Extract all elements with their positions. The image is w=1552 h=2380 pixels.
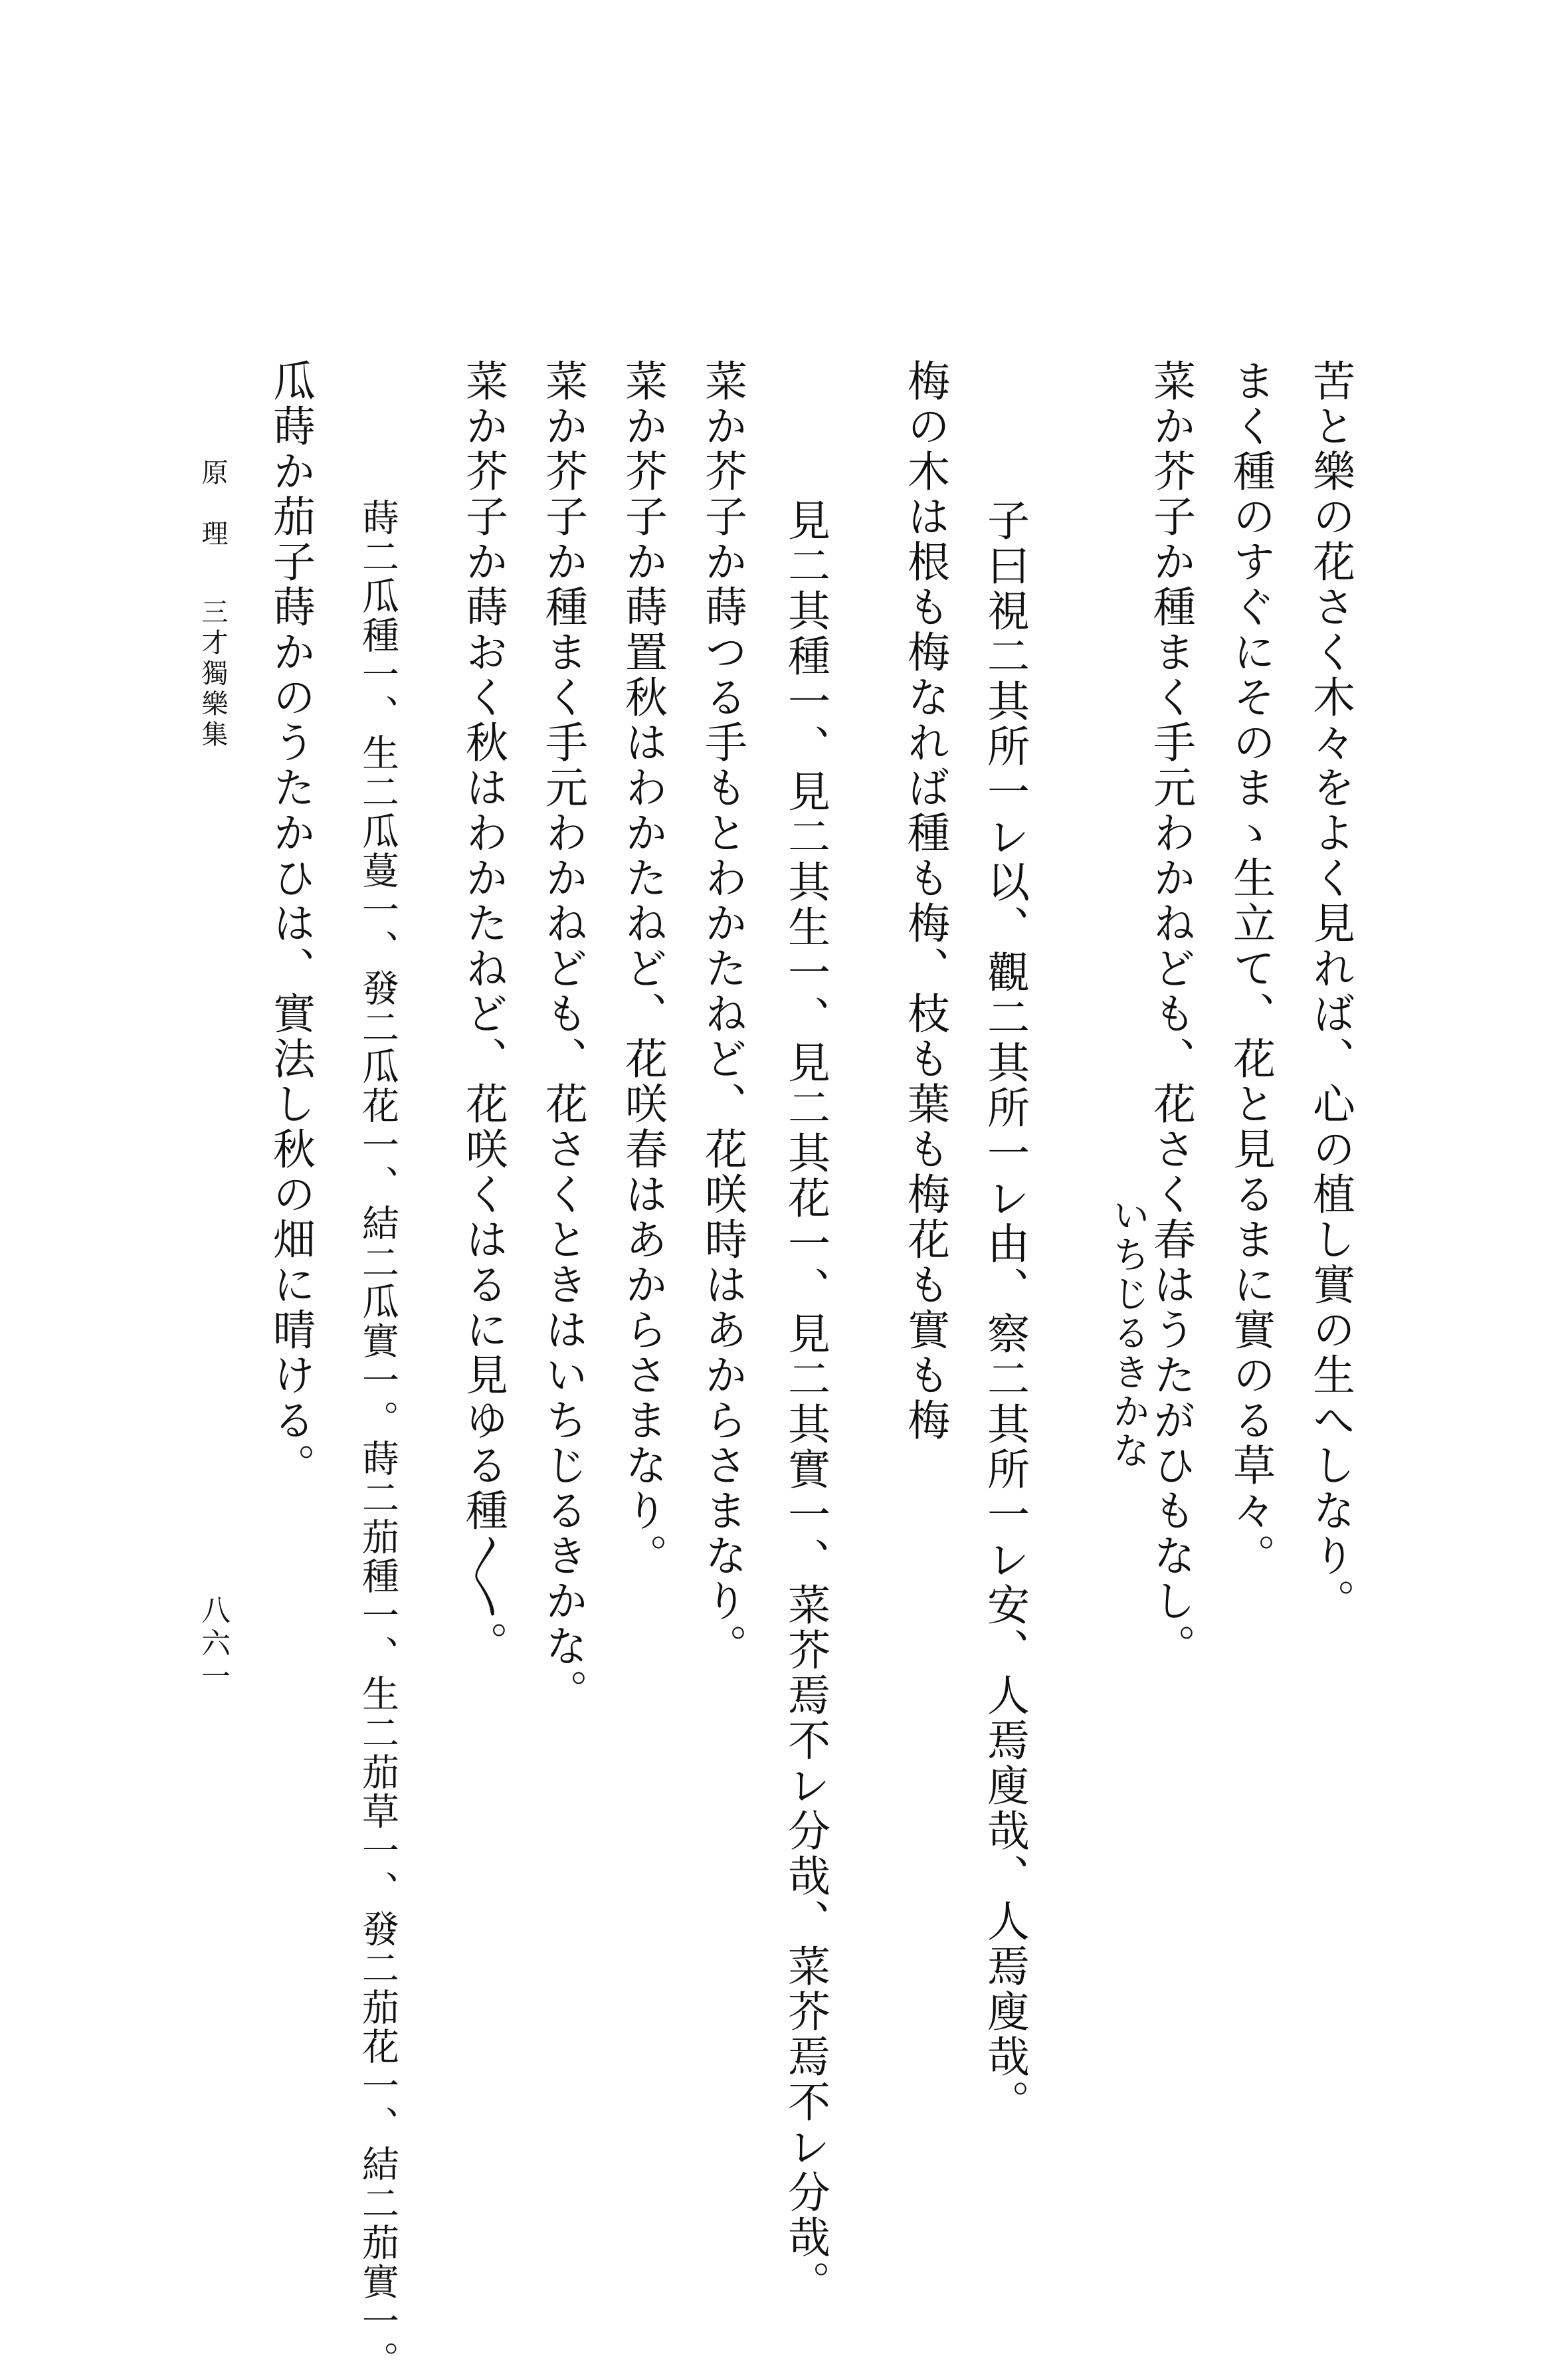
text-column-10: 菜か芥子か蒔おく秋はわかたねど、花咲くはるに見ゆる種〳〵。 bbox=[458, 359, 508, 1666]
text-column-12: 瓜蒔か茄子蒔かのうたかひは、實法し秋の畑に晴ける。 bbox=[266, 359, 315, 1488]
text-column-3: 菜か芥子か種まく手元わかねども、花さく春はうたがひもなし。 bbox=[1146, 359, 1195, 1669]
text-column-2: まく種のすぐにそのまゝ生立て、花と見るまに實のる草々。 bbox=[1226, 359, 1275, 1579]
page-number: 八六一 bbox=[196, 1595, 230, 1694]
text-column-6: 見二其種一、見二其生一、見二其花一、見二其實一、菜芥焉不レ分哉、菜芥焉不レ分哉。 bbox=[781, 498, 830, 2306]
text-column-7: 菜か芥子か蒔つる手もとわかたねど、花咲時はあからさまなり。 bbox=[698, 359, 747, 1669]
text-column-9: 菜か芥子か種まく手元わかねども、花さくときはいちじるきかな。 bbox=[538, 359, 587, 1714]
text-column-11: 蒔二瓜種一、生二瓜蔓一、發二瓜花一、結二瓜實一。蒔二茄種一、生二茄草一、發二茄花一、結二茄實一。 bbox=[356, 498, 399, 2380]
footer-book-title: 三才獨樂集 bbox=[197, 598, 228, 751]
text-column-1: 苦と樂の花さく木々をよく見れば、心の植し實の生へしなり。 bbox=[1306, 359, 1355, 1624]
text-column-8: 菜か芥子か蒔置秋はわかたねど、花咲春はあからさまなり。 bbox=[618, 359, 667, 1579]
text-column-3-note: いちじるきかな bbox=[1107, 1196, 1150, 1470]
text-column-4: 子曰視二其所一レ以、觀二其所一レ由、察二其所一レ安、人焉廋哉、人焉廋哉。 bbox=[980, 498, 1029, 2125]
footer-section: 原 理 bbox=[197, 458, 228, 550]
text-column-5: 梅の木は根も梅なれば種も梅、枝も葉も梅花も實も梅 bbox=[900, 359, 949, 1443]
